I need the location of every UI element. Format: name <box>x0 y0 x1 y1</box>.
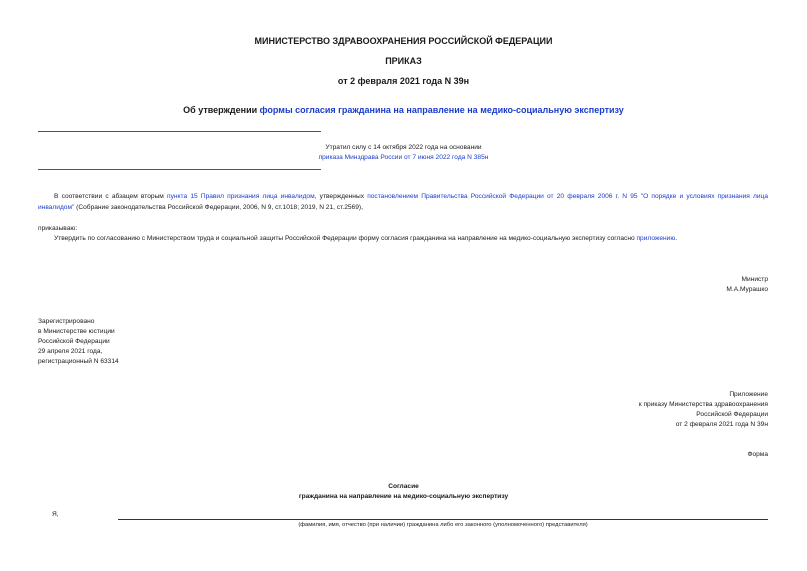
doc-title <box>0 105 807 115</box>
doc-type: ПРИКАЗ <box>385 56 422 66</box>
registration-line: Российской Федерации <box>38 338 110 345</box>
order-appendix-link[interactable]: приложению <box>636 235 676 242</box>
order-prikazyvayu: приказываю: <box>38 225 78 232</box>
doc-title-link[interactable]: формы согласия гражданина на направление на медико-социальную экспертизу <box>259 105 624 115</box>
appendix-line: Российской Федерации <box>696 411 768 418</box>
consent-ya: Я, <box>52 511 59 518</box>
separator-line <box>38 169 321 170</box>
registration-line: 29 апреля 2021 года, <box>38 348 103 355</box>
signature-name: М.А.Мурашко <box>726 286 768 293</box>
preamble-link-decree[interactable]: постановлением Правительства Российской Федерации от 20 февраля 2006 г. N 95 "О порядке и условиях признания лица инвалидом" <box>38 193 769 211</box>
order-end: . <box>675 235 678 242</box>
ministry-heading: МИНИСТЕРСТВО ЗДРАВООХРАНЕНИЯ РОССИЙСКОЙ ФЕДЕРАЦИИ <box>254 36 553 46</box>
appendix-line: к приказу Министерства здравоохранения <box>638 401 768 408</box>
consent-caption: (фамилия, имя, отчество (при наличии) гражданина либо его законного (уполномоченного) представителя) <box>298 522 588 528</box>
appendix-line: от 2 февраля 2021 года N 39н <box>675 421 768 428</box>
registration-line: в Министерстве юстиции <box>38 328 115 335</box>
registration-line: регистрационный N 63314 <box>38 358 119 365</box>
status-note-link[interactable]: приказа Минздрава России от 7 июня 2022 года N 385н <box>318 154 489 161</box>
status-note-link-row <box>0 153 807 163</box>
registration-line: Зарегистрировано <box>38 318 95 325</box>
consent-title: Согласие <box>388 483 419 490</box>
preamble-text: , утвержденных <box>314 193 368 200</box>
consent-name-line[interactable] <box>118 519 768 520</box>
order-paragraph <box>54 234 677 244</box>
preamble-link-rules[interactable]: пункта 15 Правил признания лица инвалидом <box>167 193 315 200</box>
consent-subtitle: гражданина на направление на медико-социальную экспертизу <box>298 493 509 500</box>
doc-date-number: от 2 февраля 2021 года N 39н <box>337 76 470 86</box>
preamble-paragraph <box>38 192 768 213</box>
appendix-line: Приложение <box>729 391 768 398</box>
form-label: Форма <box>747 451 768 458</box>
status-note-line: Утратил силу с 14 октября 2022 года на основании <box>325 144 482 151</box>
preamble-text: В соответствии с абзацем вторым <box>54 193 168 200</box>
signature-position: Министр <box>741 276 768 283</box>
preamble-text: (Собрание законодательства Российской Федерации, 2006, N 9, ст.1018; 2019, N 21, ст.2569), <box>74 203 363 211</box>
order-text: Утвердить по согласованию с Министерством труда и социальной защиты Российской Федерации форму согласия гражданина на направление на медико-социальную экспертизу согласно <box>54 235 637 242</box>
separator-line <box>38 131 321 132</box>
doc-title-prefix: Об утверждении <box>183 105 260 115</box>
